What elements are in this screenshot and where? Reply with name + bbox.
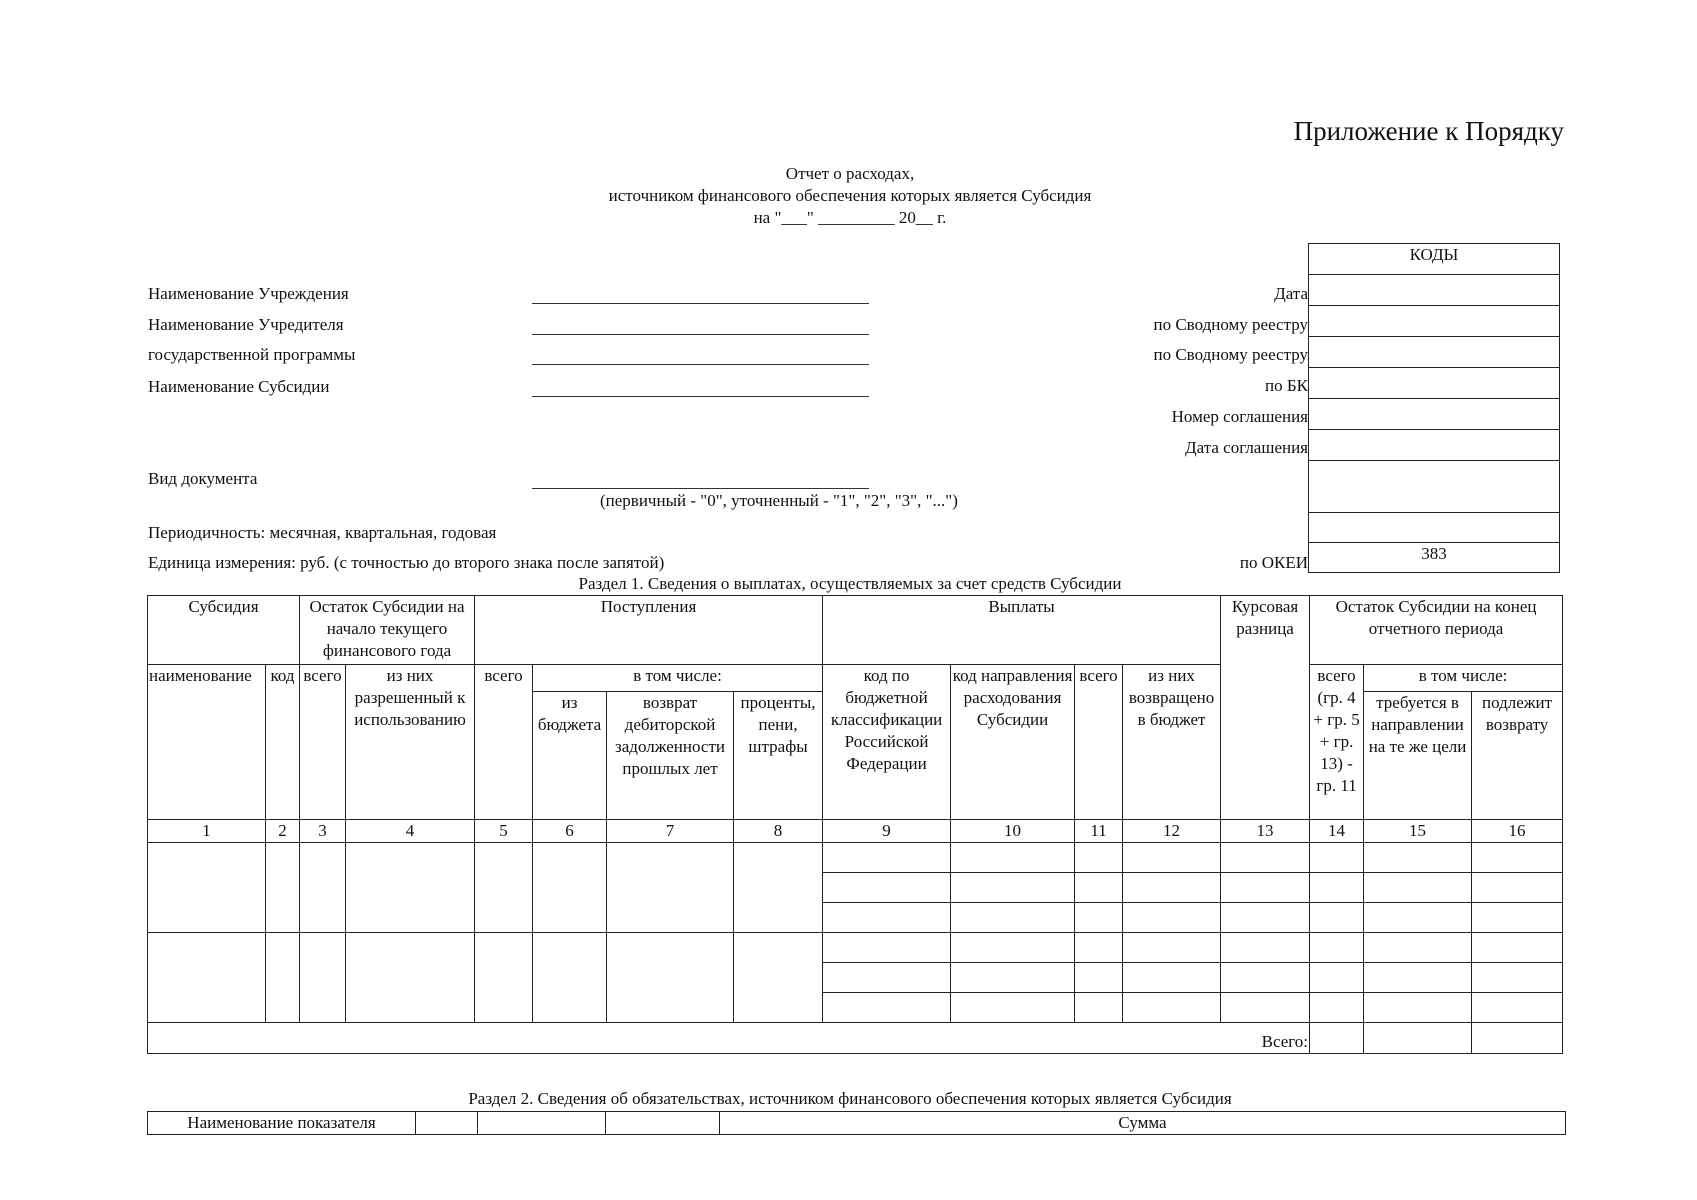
data-cell[interactable] [1221,903,1310,933]
data-cell[interactable] [1123,933,1221,963]
data-cell[interactable] [1221,963,1310,993]
col-number: 10 [951,820,1075,843]
c-income-total: всего [475,665,533,820]
c-to-return: подлежит возврату [1472,692,1563,820]
h-remain-start: Остаток Субсидии на начало текущего финансового года [300,596,475,665]
data-cell[interactable] [951,873,1075,903]
report-title-line-2: источником финансового обеспечения которых является Субсидия [608,186,1092,205]
total-cell[interactable] [1472,1023,1563,1054]
data-cell[interactable] [1364,843,1472,873]
data-cell[interactable] [823,933,951,963]
col-number: 1 [148,820,266,843]
table-row [148,933,1563,963]
report-title [0,163,1697,229]
data-cell[interactable] [1472,963,1563,993]
data-cell[interactable] [1221,843,1310,873]
data-cell[interactable] [1310,903,1364,933]
total-cell[interactable] [1364,1023,1472,1054]
c-pay-total: всего [1075,665,1123,820]
table-row [148,843,1563,873]
col-number: 4 [346,820,475,843]
data-cell[interactable] [266,933,300,1023]
data-cell[interactable] [1075,993,1123,1023]
data-cell[interactable] [1310,933,1364,963]
data-cell[interactable] [475,933,533,1023]
c-code: код [266,665,300,820]
data-cell[interactable] [823,963,951,993]
col-number: 11 [1075,820,1123,843]
data-cell[interactable] [1472,903,1563,933]
program-field[interactable] [532,364,869,365]
c-from-budget: из бюджета [533,692,607,820]
total-row [148,1023,1563,1054]
c-returned: из них возвращено в бюджет [1123,665,1221,820]
c-dir-code: код направления расходования Субсидии [951,665,1075,820]
codes-cell-okei: 383 [1309,543,1560,573]
doc-type-hint: (первичный - "0", уточненный - "1", "2", "3", "...") [600,491,958,510]
data-cell[interactable] [607,843,734,933]
data-cell[interactable] [951,993,1075,1023]
col-number: 15 [1364,820,1472,843]
h-payments: Выплаты [823,596,1221,665]
data-cell[interactable] [1123,963,1221,993]
h-subsidy: Субсидия [148,596,300,665]
section1-title: Раздел 1. Сведения о выплатах, осуществляемых за счет средств Субсидии [578,574,1122,593]
data-cell[interactable] [607,933,734,1023]
data-cell[interactable] [266,843,300,933]
codes-label-registry-1: по Сводному реестру [1153,315,1308,334]
section1-table [147,595,1563,1054]
total-cell[interactable] [1310,1023,1364,1054]
data-cell[interactable] [475,843,533,933]
codes-cell-date[interactable] [1309,275,1560,306]
col-number: 7 [607,820,734,843]
data-cell[interactable] [300,933,346,1023]
codes-label-bk: по БК [1265,376,1308,395]
codes-header: КОДЫ [1309,244,1560,275]
report-date-line: на "___" _________ 20__ г. [753,208,947,227]
subsidy-field[interactable] [532,396,869,397]
founder-field[interactable] [532,334,869,335]
data-cell[interactable] [346,843,475,933]
total-label: Всего: [148,1023,1310,1054]
data-cell[interactable] [1472,843,1563,873]
col-number: 14 [1310,820,1364,843]
col-number: 9 [823,820,951,843]
data-cell[interactable] [1221,873,1310,903]
c-total: всего [300,665,346,820]
c-allowed: из них разрешенный к использованию [346,665,475,820]
h-rate-diff: Курсовая разница [1221,596,1310,820]
codes-label-agreement-no: Номер соглашения [1171,407,1308,426]
doc-type-label: Вид документа [148,469,258,488]
data-cell[interactable] [1364,963,1472,993]
data-cell[interactable] [1075,843,1123,873]
data-cell[interactable] [1221,933,1310,963]
c-end-total: всего (гр. 4 + гр. 5 + гр. 13) - гр. 11 [1310,665,1364,820]
column-numbers-row [148,820,1563,843]
unit-label: Единица измерения: руб. (с точностью до второго знака после запятой) [148,553,665,572]
col-number: 6 [533,820,607,843]
data-cell[interactable] [1075,933,1123,963]
data-cell[interactable] [1310,873,1364,903]
col-number: 13 [1221,820,1310,843]
section2-table [147,1111,1566,1135]
c-required: требуется в направлении на те же цели [1364,692,1472,820]
codes-label-okei: по ОКЕИ [1239,553,1308,572]
data-cell[interactable] [1310,993,1364,1023]
codes-label-agreement-date: Дата соглашения [1185,438,1308,457]
col-number: 16 [1472,820,1563,843]
data-cell[interactable] [823,843,951,873]
section2-title: Раздел 2. Сведения об обязательствах, источником финансового обеспечения которых является Субсидия [468,1089,1232,1108]
data-cell[interactable] [823,903,951,933]
data-cell[interactable] [734,843,823,933]
data-cell[interactable] [951,963,1075,993]
data-cell[interactable] [1310,963,1364,993]
col-number: 8 [734,820,823,843]
c-indicator: Наименование показателя [148,1112,416,1135]
data-cell[interactable] [951,843,1075,873]
data-cell[interactable] [1123,993,1221,1023]
section2-cell[interactable] [606,1112,720,1135]
data-cell[interactable] [300,843,346,933]
data-cell[interactable] [1364,903,1472,933]
codes-label-registry-2: по Сводному реестру [1153,345,1308,364]
data-cell[interactable] [951,903,1075,933]
data-cell[interactable] [533,933,607,1023]
c-interest: проценты, пени, штрафы [734,692,823,820]
h-income: Поступления [475,596,823,665]
codes-cell-agreement-no[interactable] [1309,399,1560,430]
c-bk-code: код по бюджетной классификации Российской Федерации [823,665,951,820]
data-cell[interactable] [1075,963,1123,993]
data-cell[interactable] [1123,873,1221,903]
data-cell[interactable] [346,933,475,1023]
col-number: 2 [266,820,300,843]
data-cell[interactable] [951,933,1075,963]
codes-cell-registry-2[interactable] [1309,337,1560,368]
codes-cell-periodicity[interactable] [1309,513,1560,543]
institution-field[interactable] [532,303,869,304]
data-cell[interactable] [1472,933,1563,963]
codes-cell-doc-type[interactable] [1309,461,1560,513]
codes-cell-agreement-date[interactable] [1309,430,1560,461]
data-cell[interactable] [734,933,823,1023]
data-cell[interactable] [148,843,266,933]
codes-table [1308,243,1560,573]
data-cell[interactable] [1075,873,1123,903]
doc-type-field[interactable] [532,488,869,489]
h-remain-end: Остаток Субсидии на конец отчетного периода [1310,596,1563,665]
col-number: 5 [475,820,533,843]
data-cell[interactable] [1472,873,1563,903]
periodicity-label: Периодичность: месячная, квартальная, годовая [148,523,497,542]
data-cell[interactable] [1364,873,1472,903]
report-title-line-1: Отчет о расходах, [785,164,915,183]
c-end-including: в том числе: [1364,665,1563,692]
codes-label-date: Дата [1274,284,1308,303]
data-cell[interactable] [823,873,951,903]
c-return-debt: возврат дебиторской задолженности прошлых лет [607,692,734,820]
data-cell[interactable] [1310,843,1364,873]
data-cell[interactable] [533,843,607,933]
data-cell[interactable] [1075,903,1123,933]
program-label: государственной программы [148,345,356,364]
founder-label: Наименование Учредителя [148,315,344,334]
data-cell[interactable] [148,933,266,1023]
data-cell[interactable] [1364,993,1472,1023]
col-number: 12 [1123,820,1221,843]
section2-cell[interactable] [416,1112,478,1135]
data-cell[interactable] [1472,993,1563,1023]
c-name: наименование [148,665,266,820]
data-cell[interactable] [823,993,951,1023]
data-cell[interactable] [1221,993,1310,1023]
subsidy-label: Наименование Субсидии [148,377,330,396]
data-cell[interactable] [1123,903,1221,933]
section2-cell[interactable] [478,1112,606,1135]
data-cell[interactable] [1123,843,1221,873]
institution-label: Наименование Учреждения [148,284,349,303]
col-number: 3 [300,820,346,843]
data-cell[interactable] [1364,933,1472,963]
codes-cell-bk[interactable] [1309,368,1560,399]
c-sum: Сумма [720,1112,1566,1135]
appendix-title: Приложение к Порядку [1293,116,1564,146]
codes-cell-registry-1[interactable] [1309,306,1560,337]
c-income-including: в том числе: [533,665,823,692]
